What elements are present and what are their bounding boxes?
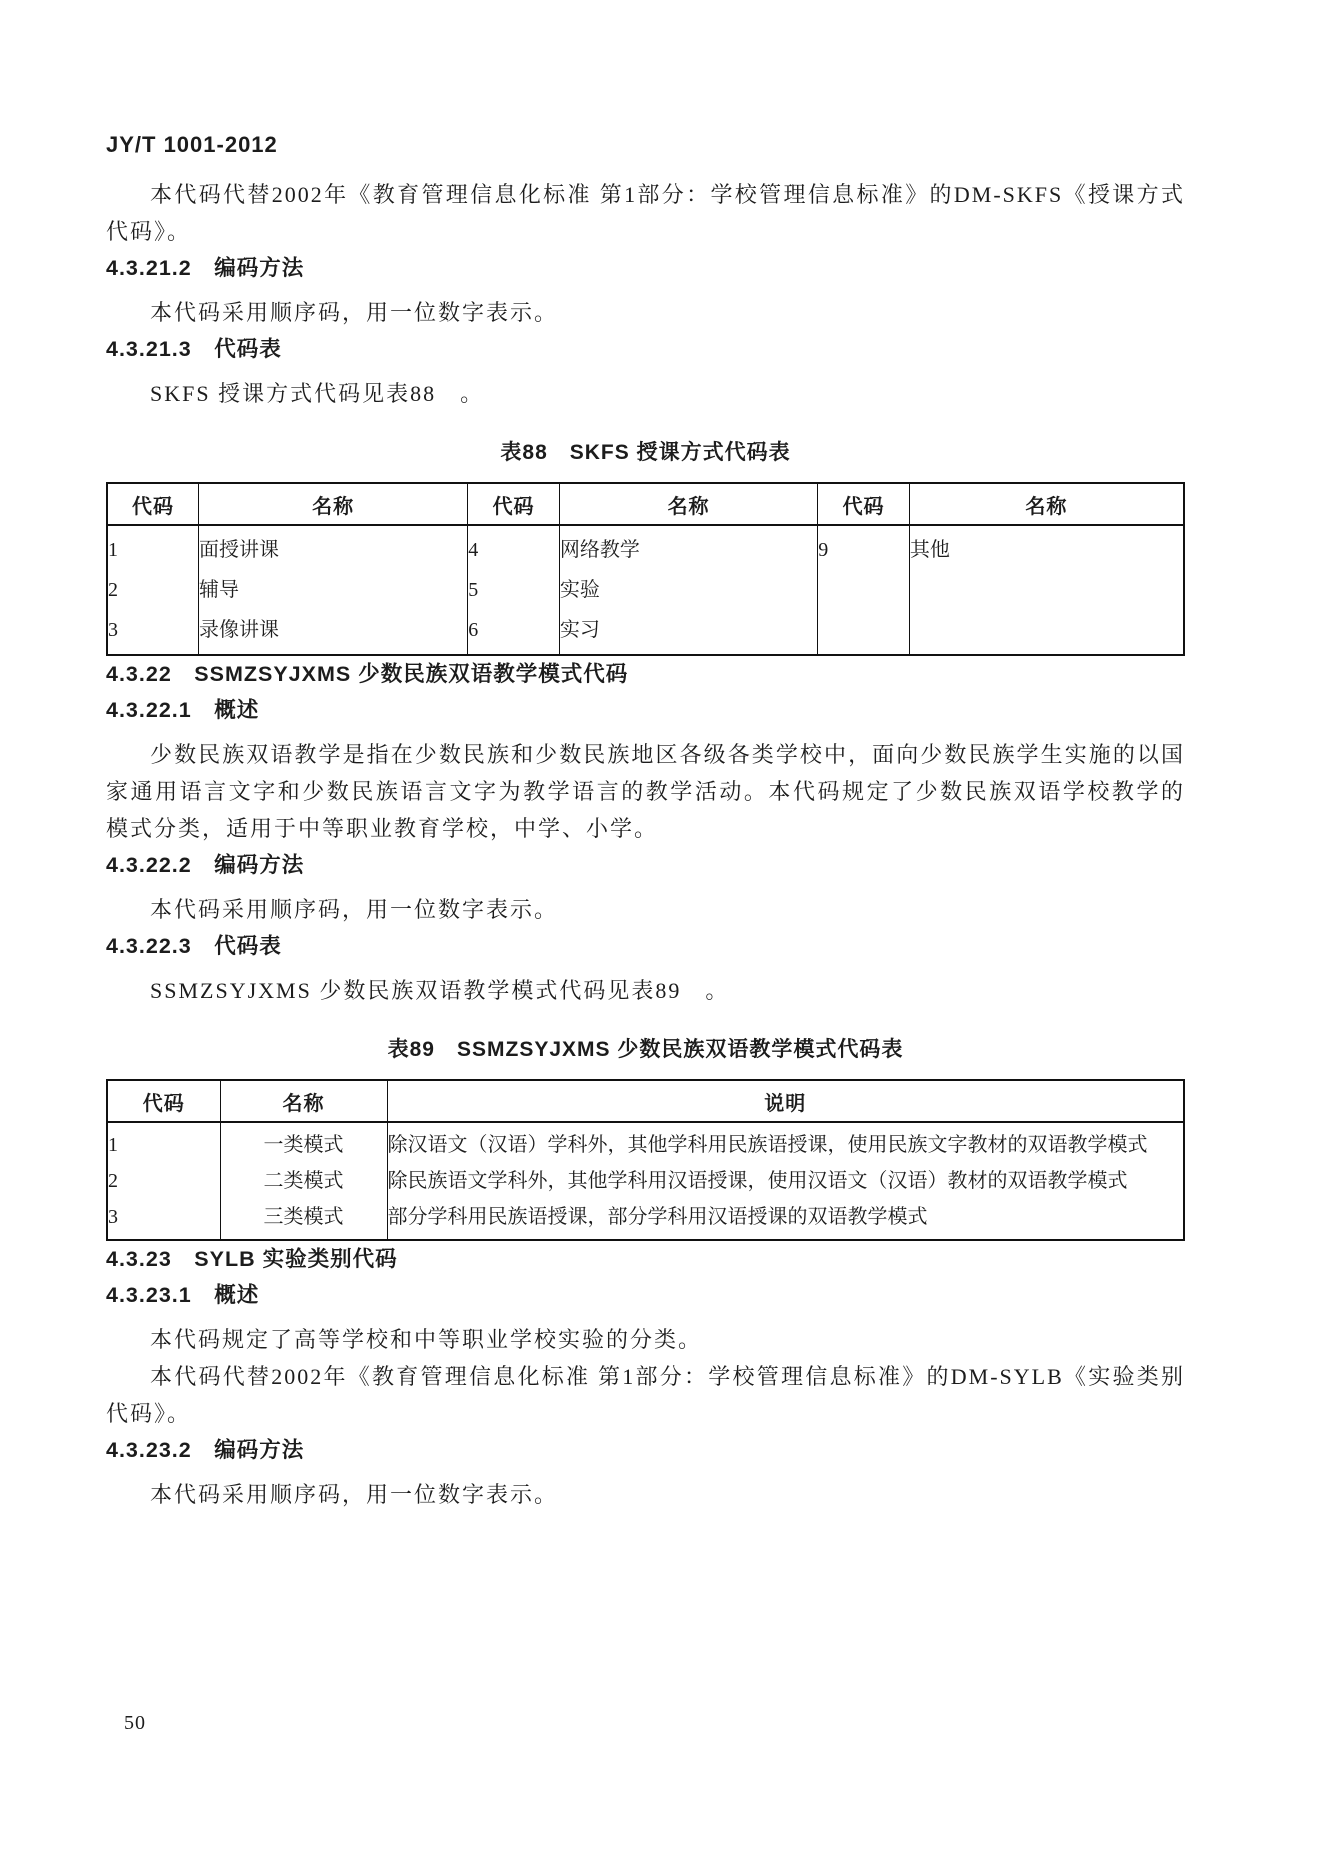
table89-header-cell: 名称 (220, 1080, 387, 1122)
heading-4-3-21-3: 4.3.21.3 代码表 (106, 337, 282, 361)
table88-header-cell: 名称 (199, 483, 468, 525)
heading-4-3-22: 4.3.22 SSMZSYJXMS 少数民族双语教学模式代码 (106, 662, 629, 686)
heading-4-3-23-1: 4.3.23.1 概述 (106, 1283, 260, 1307)
paragraph-scope-sylb: 本代码规定了高等学校和中等职业学校实验的分类。 (150, 1327, 703, 1352)
table88-caption: 表88 SKFS 授课方式代码表 (500, 441, 791, 464)
heading-4-3-23: 4.3.23 SYLB 实验类别代码 (106, 1247, 398, 1271)
paragraph-replace-sylb: 本代码代替2002年《教育管理信息化标准 第1部分：学校管理信息标准》的DM-SYLB《实验类别代码》。 (106, 1364, 1185, 1426)
table88-header-cell: 名称 (909, 483, 1184, 525)
heading-4-3-22-2: 4.3.22.2 编码方法 (106, 853, 305, 877)
table88-header-cell: 代码 (818, 483, 910, 525)
table89-descriptions: 除汉语文（汉语）学科外，其他学科用民族语授课，使用民族文字教材的双语教学模式 除民族语文学科外，其他学科用汉语授课，使用汉语文（汉语）教材的双语教学模式 部分学科用民族语授课，部分学科用汉语授课的双语教学模式 (387, 1122, 1184, 1240)
paragraph-overview-ssmz: 少数民族双语教学是指在少数民族和少数民族地区各级各类学校中，面向少数民族学生实施的以国家通用语言文字和少数民族语言文字为教学语言的教学活动。本代码规定了少数民族双语学校教学的模式分类，适用于中等职业教育学校，中学、小学。 (106, 742, 1185, 841)
table89-codes: 1 2 3 (107, 1122, 220, 1240)
paragraph-table88-ref: SKFS 授课方式代码见表88 。 (150, 381, 485, 406)
table88-names-col2: 网络教学 实验 实习 (559, 525, 817, 655)
table88-codes-col1: 1 2 3 (107, 525, 199, 655)
heading-4-3-22-3: 4.3.22.3 代码表 (106, 934, 282, 958)
table89-names: 一类模式 二类模式 三类模式 (220, 1122, 387, 1240)
table89-header-row (107, 1080, 1184, 1122)
heading-4-3-21-2: 4.3.21.2 编码方法 (106, 256, 305, 280)
page-number: 50 (124, 1712, 146, 1734)
heading-4-3-23-2: 4.3.23.2 编码方法 (106, 1438, 305, 1462)
table89-header-cell: 说明 (387, 1080, 1184, 1122)
table88-body-row (107, 525, 1184, 655)
table89-header-cell: 代码 (107, 1080, 220, 1122)
table88-header-cell: 名称 (559, 483, 817, 525)
table88-names-col1: 面授讲课 辅导 录像讲课 (199, 525, 468, 655)
table88 (106, 482, 1185, 656)
table89 (106, 1079, 1185, 1241)
table88-header-cell: 代码 (468, 483, 560, 525)
paragraph-coding-method: 本代码采用顺序码，用一位数字表示。 (150, 1482, 559, 1507)
paragraph-replace-skfs: 本代码代替2002年《教育管理信息化标准 第1部分：学校管理信息标准》的DM-SKFS《授课方式代码》。 (106, 182, 1185, 244)
heading-4-3-22-1: 4.3.22.1 概述 (106, 698, 260, 722)
paragraph-coding-method: 本代码采用顺序码，用一位数字表示。 (150, 897, 559, 922)
table88-header-cell: 代码 (107, 483, 199, 525)
doc-code: JY/T 1001-2012 (106, 132, 278, 157)
table88-names-col3: 其他 (909, 525, 1184, 655)
table89-caption: 表89 SSMZSYJXMS 少数民族双语教学模式代码表 (387, 1038, 904, 1061)
table89-body-row (107, 1122, 1184, 1240)
table88-header-row (107, 483, 1184, 525)
table88-codes-col3: 9 (818, 525, 910, 655)
paragraph-coding-method: 本代码采用顺序码，用一位数字表示。 (150, 300, 559, 325)
table88-codes-col2: 4 5 6 (468, 525, 560, 655)
paragraph-table89-ref: SSMZSYJXMS 少数民族双语教学模式代码见表89 。 (150, 978, 730, 1003)
